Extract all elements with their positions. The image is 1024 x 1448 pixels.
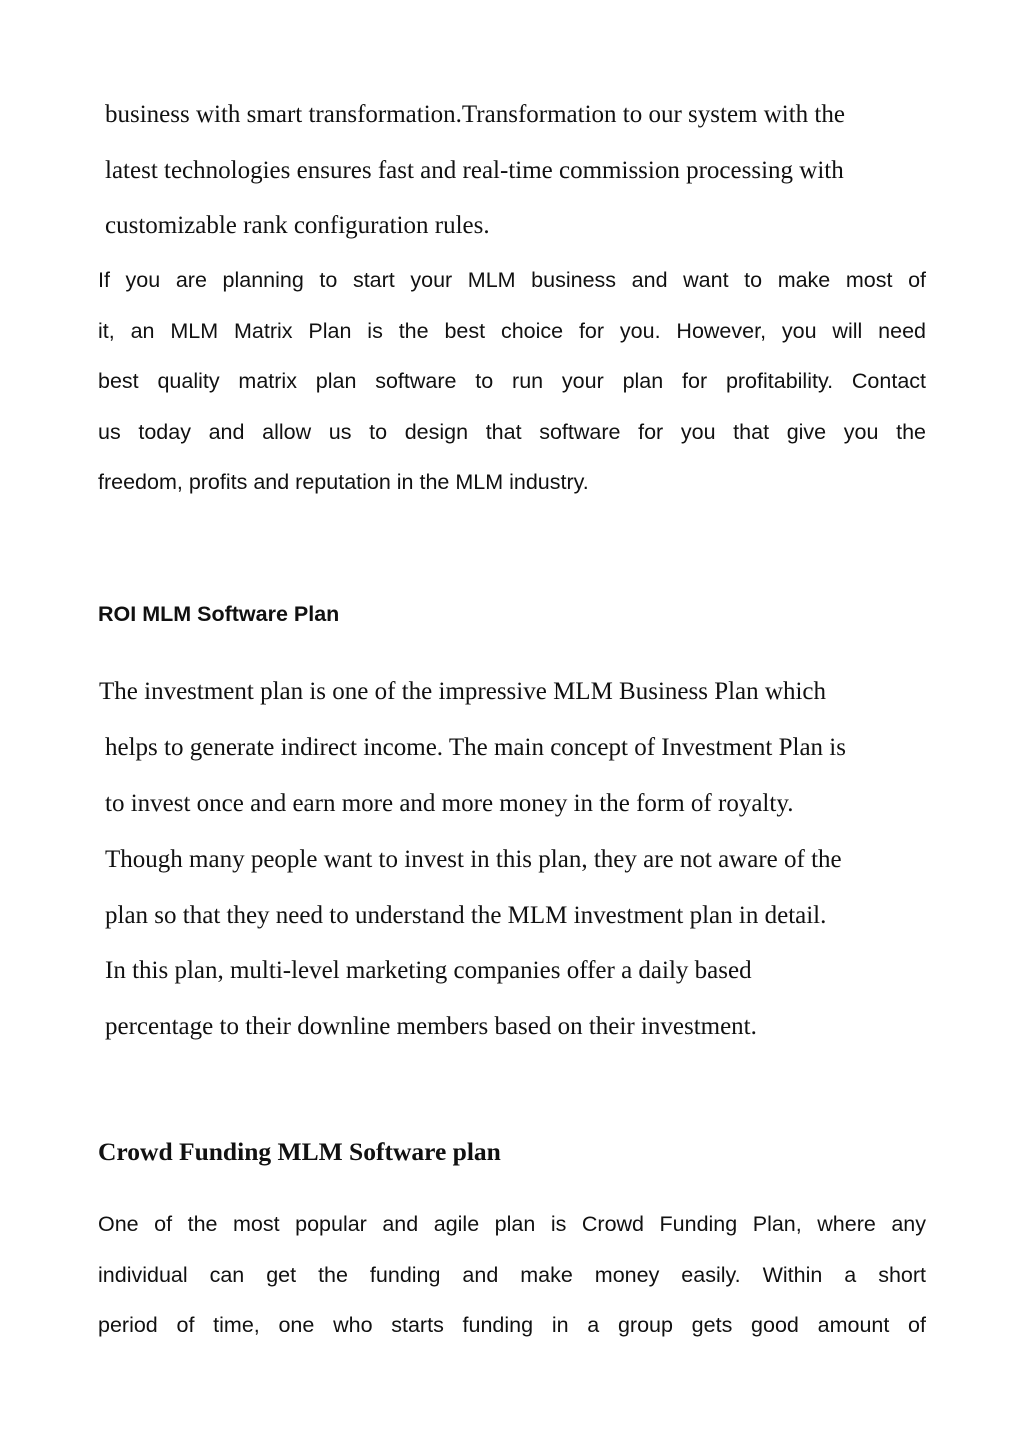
roi-section-heading: ROI MLM Software Plan [98, 602, 340, 626]
intro-line-2: latest technologies ensures fast and real-time commission processing with [105, 157, 844, 184]
roi-line-4: Though many people want to invest in this plan, they are not aware of the [105, 846, 842, 873]
intro-line-3: customizable rank configuration rules. [105, 212, 490, 239]
matrix-line-1: If you are planning to start your MLM business and want to make most of [98, 268, 926, 292]
roi-line-3: to invest once and earn more and more money in the form of royalty. [105, 790, 794, 817]
crowd-line-3: period of time, one who starts funding in a group gets good amount of [98, 1313, 926, 1337]
roi-line-7: percentage to their downline members based on their investment. [105, 1013, 757, 1040]
matrix-line-4: us today and allow us to design that software for you that give you the [98, 419, 926, 444]
matrix-line-5: freedom, profits and reputation in the MLM industry. [98, 470, 589, 494]
crowd-section-heading: Crowd Funding MLM Software plan [98, 1137, 501, 1166]
matrix-line-3: best quality matrix plan software to run your plan for profitability. Contact [98, 369, 926, 393]
crowd-line-2: individual can get the funding and make money easily. Within a short [98, 1262, 926, 1287]
roi-line-1: The investment plan is one of the impressive MLM Business Plan which [99, 678, 826, 705]
roi-line-2: helps to generate indirect income. The main concept of Investment Plan is [105, 734, 846, 761]
intro-line-1: business with smart transformation.Transformation to our system with the [105, 101, 845, 128]
matrix-line-2: it, an MLM Matrix Plan is the best choice for you. However, you will need [98, 318, 926, 343]
crowd-line-1: One of the most popular and agile plan is Crowd Funding Plan, where any [98, 1212, 926, 1236]
crowd-paragraph [98, 1214, 926, 1366]
matrix-paragraph [98, 270, 926, 523]
roi-line-5: plan so that they need to understand the MLM investment plan in detail. [105, 902, 827, 929]
roi-line-6: In this plan, multi-level marketing companies offer a daily based [105, 957, 752, 984]
